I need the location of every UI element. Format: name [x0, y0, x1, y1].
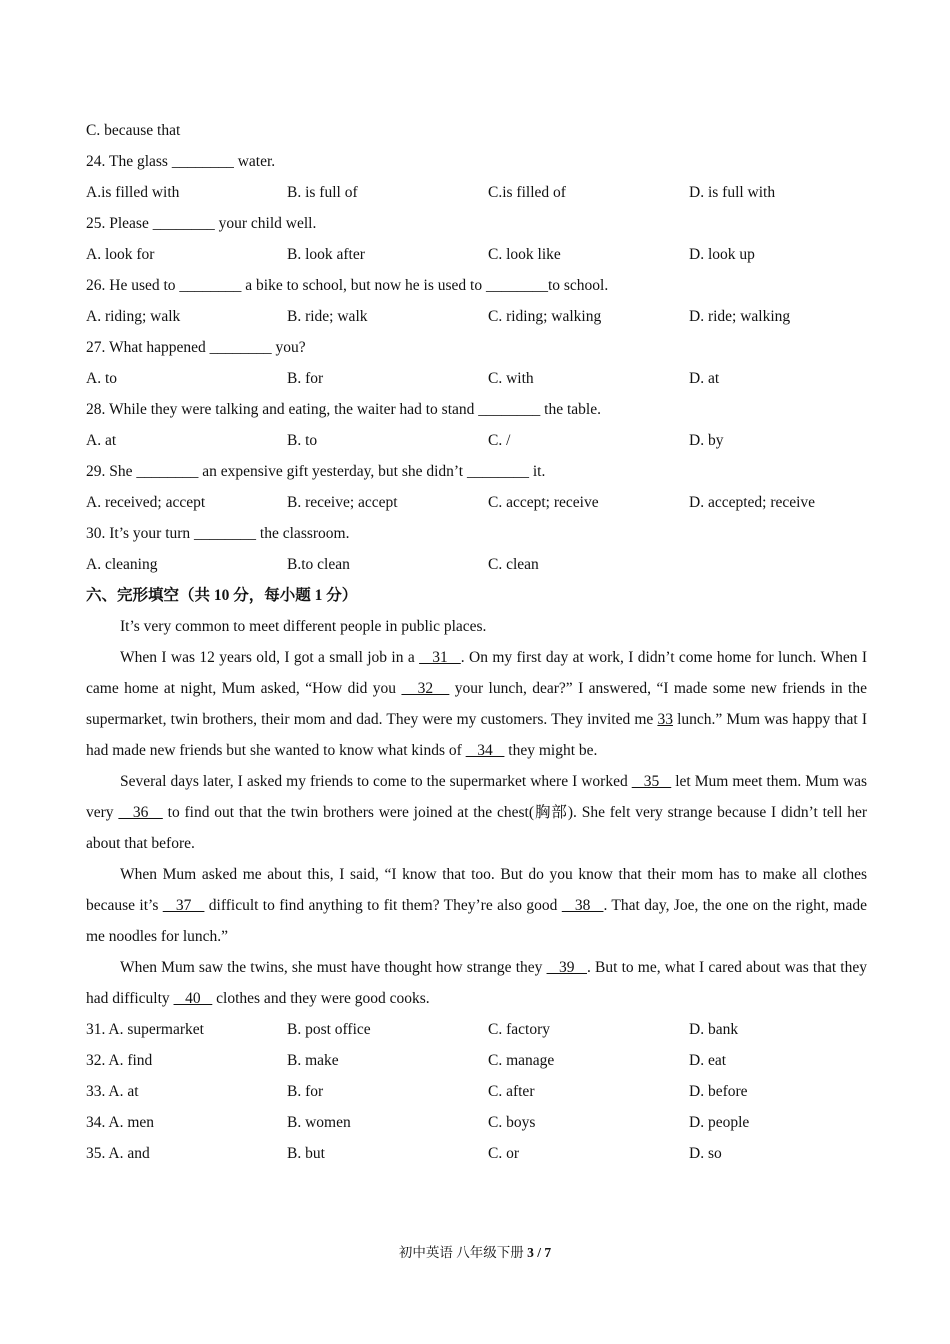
question-options — [86, 363, 867, 394]
answer-option: B. for — [287, 370, 324, 387]
answer-option: B.to clean — [287, 556, 350, 573]
section-title: 六、完形填空（共 10 分，每小题 1 分） — [86, 587, 358, 604]
blank-33: 33 — [657, 711, 673, 728]
answer-option: C. or — [488, 1145, 519, 1162]
question-stem: 28. While they were talking and eating, the waiter had to stand ________ the table. — [86, 401, 601, 418]
answer-option: C. clean — [488, 556, 539, 573]
cloze-option-row — [86, 1107, 867, 1138]
cloze-option-row — [86, 1076, 867, 1107]
answer-option: 33. A. at — [86, 1083, 139, 1100]
answer-option: D. ride; walking — [689, 308, 791, 325]
answer-option: C. factory — [488, 1021, 550, 1038]
answer-option: D. so — [689, 1145, 722, 1162]
answer-option: B. to — [287, 432, 318, 449]
question-23-option-c: C. because that — [86, 122, 181, 139]
passage-paragraph-1: It’s very common to meet different people in public places. — [120, 618, 487, 635]
blank-40: 40 — [173, 990, 213, 1007]
answer-option: C. accept; receive — [488, 494, 599, 511]
answer-option: 34. A. men — [86, 1114, 155, 1131]
answer-option: 35. A. and — [86, 1145, 150, 1162]
answer-option: A. to — [86, 370, 117, 387]
answer-option: A. look for — [86, 246, 155, 263]
answer-option: C. boys — [488, 1114, 536, 1131]
answer-option: C. manage — [488, 1052, 555, 1069]
answer-option: C.is filled of — [488, 184, 566, 201]
passage-paragraph-3: Several days later, I asked my friends to come to the supermarket where I worked 35 let Mum meet them. Mum was very 36 to find out that the twin brothers were joined at the chest(胸部). She felt very strange because I didn’t tell her about that before. — [86, 773, 868, 852]
question-options — [86, 239, 867, 270]
answer-option: A. riding; walk — [86, 308, 181, 325]
cloze-option-row — [86, 1045, 867, 1076]
answer-option: C. with — [488, 370, 534, 387]
blank-35: 35 — [631, 773, 672, 790]
answer-option: B. for — [287, 1083, 324, 1100]
blank-32: 32 — [401, 680, 450, 697]
answer-option: B. women — [287, 1114, 351, 1131]
cloze-option-row — [86, 1014, 867, 1045]
question-stem: 26. He used to ________ a bike to school, but now he is used to ________to school. — [86, 277, 609, 294]
question-options — [86, 425, 867, 456]
answer-option: D. by — [689, 432, 724, 449]
answer-option: D. accepted; receive — [689, 494, 816, 511]
blank-38: 38 — [561, 897, 604, 914]
question-options — [86, 487, 867, 518]
answer-option: A.is filled with — [86, 184, 180, 201]
footer-text: 初中英语 八年级下册 — [398, 1245, 528, 1260]
answer-option: B. receive; accept — [287, 494, 398, 511]
passage-paragraph-2: When I was 12 years old, I got a small job in a 31 . On my first day at work, I didn’t come home for lunch. When I came home at night, Mum asked, “How did you 32 your lunch, dear?” I answered, “I made some new friends in the supermarket, twin brothers, their mom and dad. They were my customers. They invited me 33 lunch.” Mum was happy that I had made new friends but she wanted to know what kinds of 34 they might be. — [86, 649, 867, 759]
answer-option: D. people — [689, 1114, 750, 1131]
cloze-options-list — [86, 1014, 867, 1169]
blank-37: 37 — [162, 897, 205, 914]
question-options — [86, 549, 867, 580]
blank-39: 39 — [546, 959, 587, 976]
answer-option: D. at — [689, 370, 720, 387]
answer-option: A. received; accept — [86, 494, 206, 511]
answer-option: C. look like — [488, 246, 561, 263]
answer-option: D. look up — [689, 246, 755, 263]
answer-option: D. is full with — [689, 184, 776, 201]
page-number: 3 / 7 — [527, 1245, 552, 1260]
exam-page — [86, 115, 867, 1169]
passage-paragraph-5: When Mum saw the twins, she must have thought how strange they 39 . But to me, what I cared about was that they had difficulty 40 clothes and they were good cooks. — [86, 959, 867, 1007]
answer-option: C. / — [488, 432, 511, 449]
question-stem: 25. Please ________ your child well. — [86, 215, 317, 232]
question-stem: 29. She ________ an expensive gift yesterday, but she didn’t ________ it. — [86, 463, 546, 480]
answer-option: 31. A. supermarket — [86, 1021, 204, 1038]
multiple-choice-list — [86, 146, 867, 580]
question-stem: 27. What happened ________ you? — [86, 339, 306, 356]
cloze-option-row — [86, 1138, 867, 1169]
passage-paragraph-4: When Mum asked me about this, I said, “I know that too. But do you know that their mom has to make all clothes because it’s 37 difficult to find anything to fit them? They’re also good 38 . That day, Joe, the one on the right, made me noodles for lunch.” — [86, 866, 867, 945]
answer-option: B. but — [287, 1145, 325, 1162]
answer-option: A. at — [86, 432, 117, 449]
question-stem: 24. The glass ________ water. — [86, 153, 276, 170]
question-stem: 30. It’s your turn ________ the classroom. — [86, 525, 350, 542]
blank-36: 36 — [118, 804, 163, 821]
blank-31: 31 — [419, 649, 461, 666]
answer-option: 32. A. find — [86, 1052, 153, 1069]
answer-option: B. look after — [287, 246, 365, 263]
blank-34: 34 — [465, 742, 505, 759]
answer-option: D. bank — [689, 1021, 739, 1038]
answer-option: C. riding; walking — [488, 308, 602, 325]
question-options — [86, 177, 867, 208]
question-options — [86, 301, 867, 332]
answer-option: B. ride; walk — [287, 308, 368, 325]
answer-option: A. cleaning — [86, 556, 158, 573]
answer-option: C. after — [488, 1083, 535, 1100]
answer-option: D. before — [689, 1083, 748, 1100]
page-footer — [0, 1241, 950, 1261]
answer-option: D. eat — [689, 1052, 727, 1069]
answer-option: B. make — [287, 1052, 339, 1069]
answer-option: B. post office — [287, 1021, 371, 1038]
answer-option: B. is full of — [287, 184, 358, 201]
